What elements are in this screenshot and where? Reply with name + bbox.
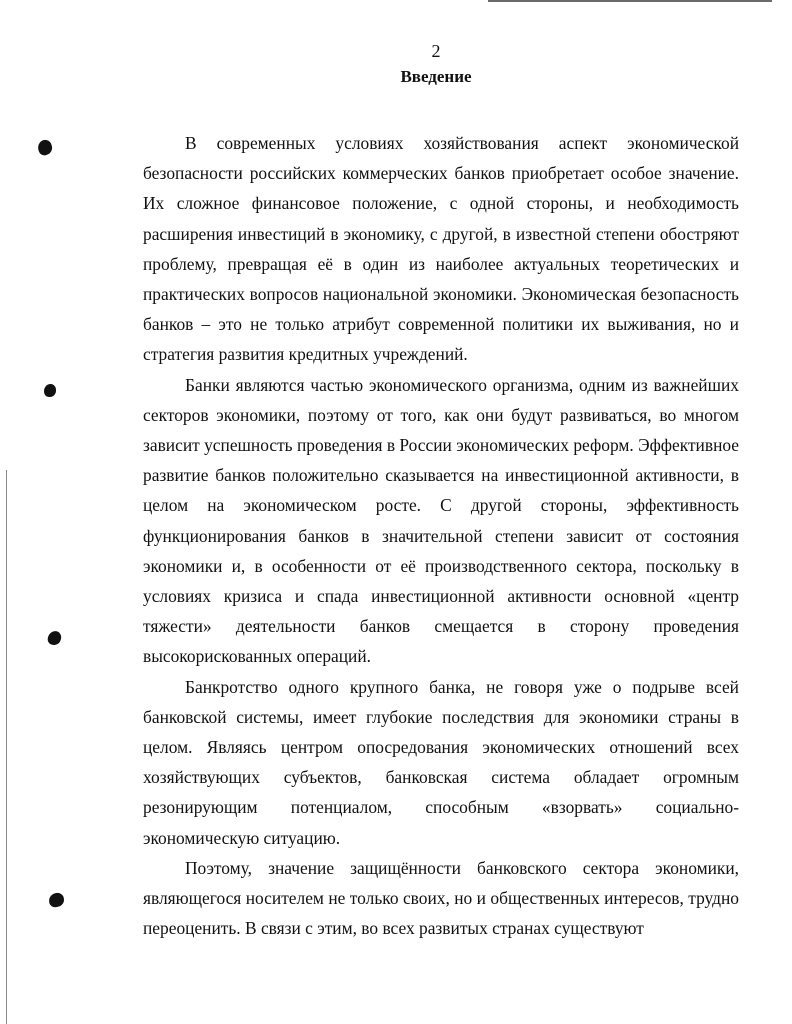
punch-hole-mark	[48, 892, 65, 908]
punch-hole-mark	[36, 138, 54, 157]
paragraph: В современных условиях хозяйствования аспект экономической безопасности российских коммерческих банков приобретает особое значение. Их сложное финансовое положение, с одной стороны, и необходимость расширения инвестиций в экономику, с другой, в известной степени обостряют проблему, превращая её в один из наиболее актуальных теоретических и практических вопросов национальной экономики. Экономическая безопасность банков – это не только атрибут современной политики их выживания, но и стратегия развития кредитных учреждений.	[143, 133, 739, 365]
paragraph: Банки являются частью экономического организма, одним из важнейших секторов экономики, поэтому от того, как они будут развиваться, во многом зависит успешность проведения в России экономических реформ. Эффективное развитие банков положительно сказывается на инвестиционной активности, в целом на экономическом росте. С другой стороны, эффективность функционирования банков в значительной степени зависит от состояния экономики и, в особенности от её производственного сектора, поскольку в условиях кризиса и спада инвестиционной активности основной «центр тяжести» деятельности банков смещается в сторону проведения высокорискованных операций.	[143, 374, 739, 667]
punch-hole-mark	[44, 384, 56, 397]
page-title: Введение	[400, 67, 472, 86]
scan-edge-top	[488, 0, 772, 5]
body-text	[143, 128, 739, 943]
paragraph: Банкротство одного крупного банка, не говоря уже о подрыве всей банковской системы, имеет глубокие последствия для экономики страны в целом. Являясь центром опосредования экономических отношений всех хозяйствующих субъектов, банковская система обладает огромным резонирующим потенциалом, способным «взорвать» социально-экономическую ситуацию.	[143, 676, 739, 848]
scan-edge-left	[6, 470, 7, 1024]
page-number: 2	[431, 41, 441, 61]
paragraph: Поэтому, значение защищённости банковского сектора экономики, являющегося носителем не только своих, но и общественных интересов, трудно переоценить. В связи с этим, во всех развитых странах существуют	[143, 857, 739, 939]
punch-hole-mark	[47, 630, 63, 646]
